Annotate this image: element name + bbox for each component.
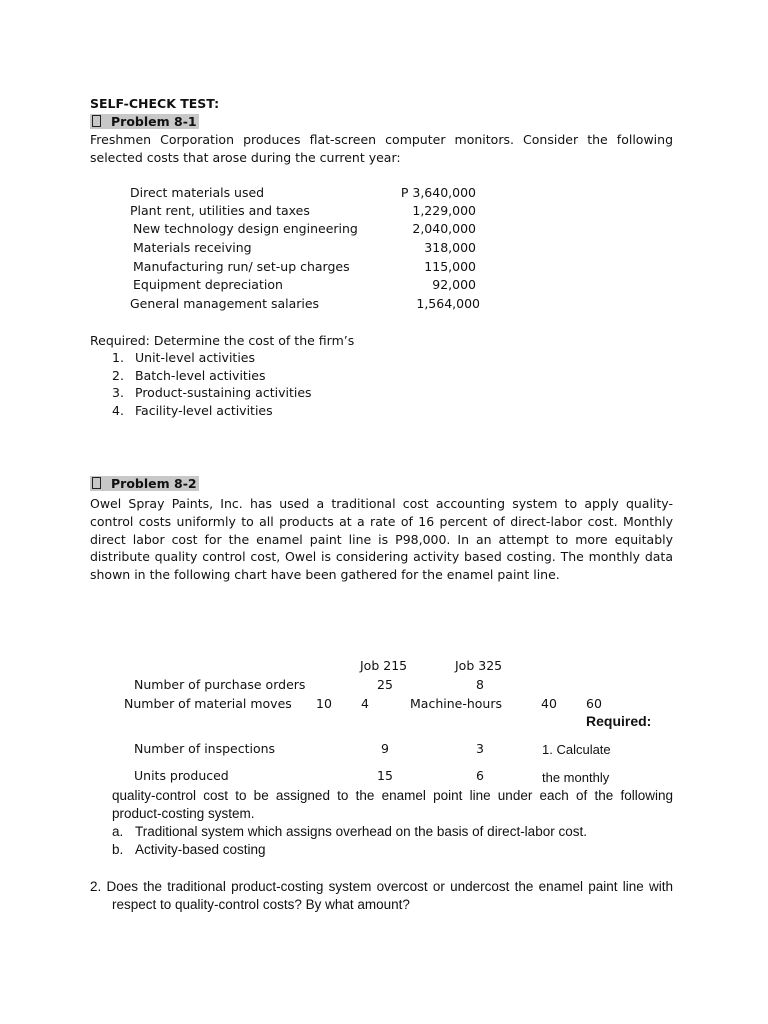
row-label: Units produced <box>134 768 229 783</box>
cost-amount: 2,040,000 <box>412 221 476 236</box>
checkbox-icon <box>92 115 101 127</box>
cost-amount: 92,000 <box>432 277 476 292</box>
row-label: Number of purchase orders <box>134 677 306 692</box>
cost-amount: 318,000 <box>424 240 476 255</box>
cost-label: General management salaries <box>130 296 320 311</box>
question-2 <box>90 878 673 914</box>
list-item: Unit-level activities <box>135 350 256 365</box>
cell-value: 6 <box>476 768 484 783</box>
cell-value: 4 <box>361 696 369 711</box>
cell-value: 25 <box>377 677 393 692</box>
problem-8-1-heading <box>90 113 199 131</box>
cost-label: Plant rent, utilities and taxes <box>130 203 310 218</box>
cell-value: 10 <box>316 696 332 711</box>
cost-amount: 1,229,000 <box>412 203 476 218</box>
row-label: Machine-hours <box>410 696 502 711</box>
cost-label: Direct materials used <box>130 185 265 200</box>
checkbox-icon <box>92 477 101 489</box>
row-label: Number of inspections <box>134 741 276 756</box>
column-header-job-325: Job 325 <box>455 658 503 673</box>
row-label: Number of material moves <box>124 696 292 711</box>
problem-8-2-intro: Owel Spray Paints, Inc. has used a traditional cost accounting system to apply quality-control costs uniformly to all products at a rate of 16 percent of direct-labor cost. Monthly direct labor cost for the enamel paint line is P98,000. In an attempt to more equitably distribute quality control cost, Owel is considering activity based costing. The monthly data shown in the following chart have been gathered for the enamel paint line. <box>90 496 673 583</box>
problem-8-1-title: Problem 8-1 <box>111 114 197 129</box>
list-item-number: 4. <box>112 403 124 418</box>
sub-item-letter: b. <box>112 842 124 857</box>
sub-item-b: Activity-based costing <box>135 842 266 857</box>
cost-amount: P 3,640,000 <box>400 185 476 200</box>
cost-amount: 1,564,000 <box>416 296 480 311</box>
cost-label: Manufacturing run/ set-up charges <box>133 259 350 274</box>
cost-amount: 115,000 <box>424 259 476 274</box>
cell-value: 60 <box>586 696 602 711</box>
problem-8-1-intro: Freshmen Corporation produces flat-screen computer monitors. Consider the following selected costs that arose during the current year: <box>90 132 673 165</box>
cost-label: Materials receiving <box>133 240 252 255</box>
list-item-number: 3. <box>112 385 124 400</box>
column-header-job-215: Job 215 <box>360 658 408 673</box>
cost-label: New technology design engineering <box>133 221 358 236</box>
cell-value: 40 <box>541 696 557 711</box>
list-item-number: 1. <box>112 350 124 365</box>
list-item: Facility-level activities <box>135 403 273 418</box>
list-item-number: 2. <box>112 368 124 383</box>
question-2-text: 2. Does the traditional product-costing system overcost or undercost the enamel paint line with respect to quality-control costs? By what amount? <box>90 879 673 912</box>
sub-item-a: Traditional system which assigns overhead on the basis of direct-labor cost. <box>135 824 587 839</box>
page-title: SELF-CHECK TEST: <box>90 96 220 111</box>
problem-8-2-title: Problem 8-2 <box>111 476 197 491</box>
cell-value: 9 <box>381 741 389 756</box>
cell-value: 3 <box>476 741 484 756</box>
sub-item-letter: a. <box>112 824 124 839</box>
cell-value: 8 <box>476 677 484 692</box>
cost-label: Equipment depreciation <box>133 277 283 292</box>
monthly-text: the monthly <box>542 770 610 785</box>
problem-8-1-required: Required: Determine the cost of the firm’s <box>90 333 355 348</box>
list-item: Product-sustaining activities <box>135 385 312 400</box>
list-item: Batch-level activities <box>135 368 266 383</box>
calculate-text: 1. Calculate <box>542 742 611 757</box>
problem-8-2-heading <box>90 475 199 493</box>
cell-value: 15 <box>377 768 393 783</box>
required-label: Required: <box>586 713 652 729</box>
requirement-continuation: quality-control cost to be assigned to the enamel point line under each of the following product-costing system. <box>112 788 673 821</box>
